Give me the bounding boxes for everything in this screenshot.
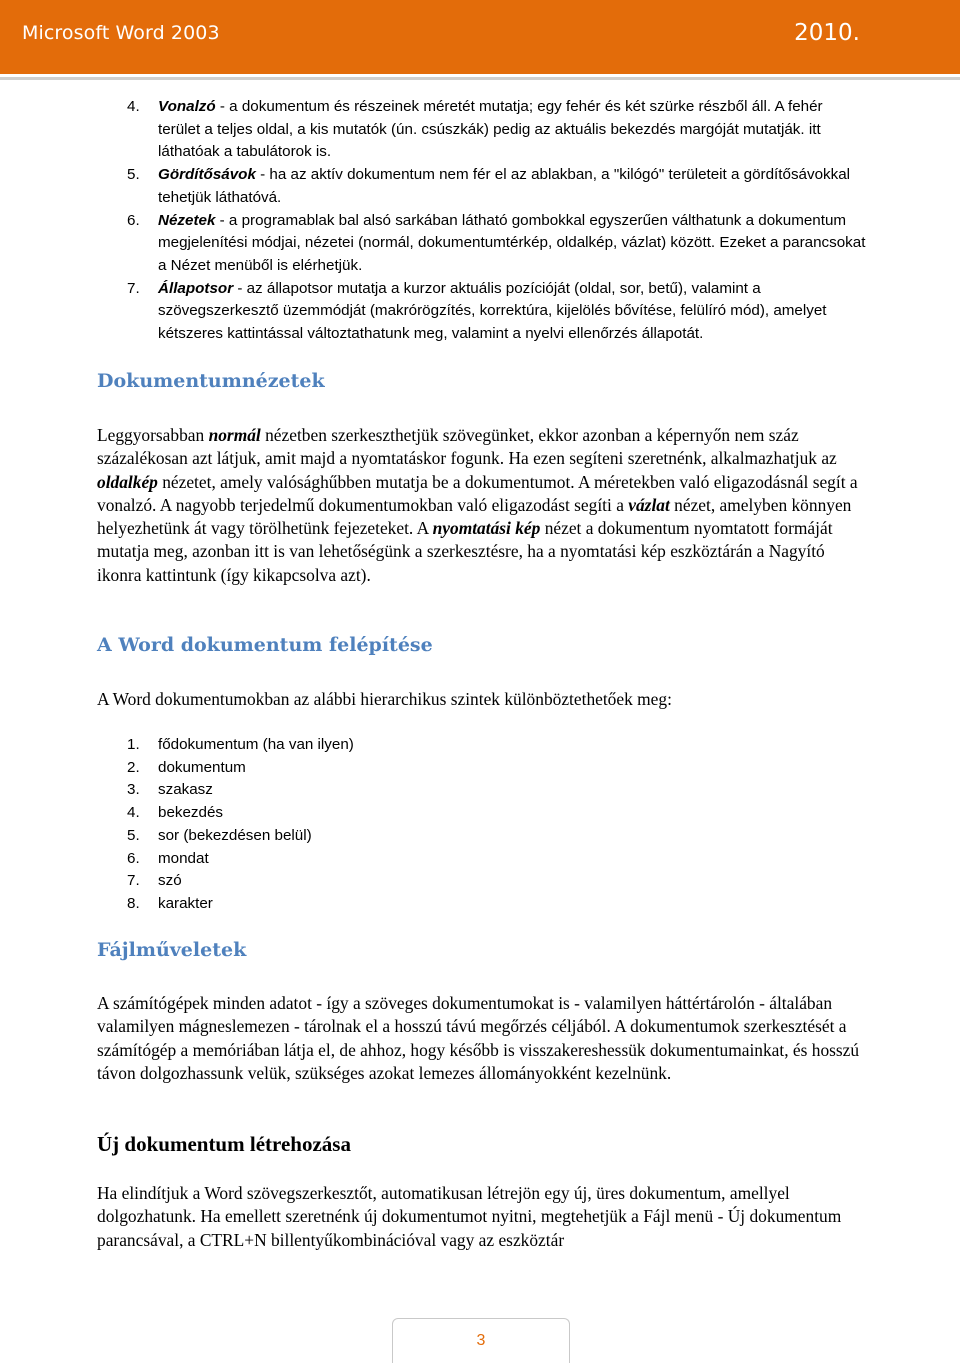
hierarchy-item-number: 7. <box>127 872 140 890</box>
section-paragraph-views <box>97 424 867 587</box>
hierarchy-item-number: 3. <box>127 781 140 799</box>
list-item <box>97 96 867 164</box>
hierarchy-item-label: szó <box>158 872 182 890</box>
section-paragraph-new-document: Ha elindítjuk a Word szövegszerkesztőt, automatikusan létrejön egy új, üres dokumentum, amellyel dolgozhatunk. Ha emellett szeretnénk új dokumentumot nyitni, megtehetjük a Fájl menü - Új dokumentum parancsával, a CTRL+N billentyűkombinációval vagy az eszköztár <box>97 1183 842 1250</box>
list-item-term: Nézetek <box>158 211 216 229</box>
page-header <box>0 0 960 77</box>
hierarchy-item-label: mondat <box>158 849 209 867</box>
hierarchy-item-label: bekezdés <box>158 804 224 822</box>
hierarchy-item <box>97 734 697 757</box>
hierarchy-item-label: fődokumentum (ha van ilyen) <box>158 736 354 753</box>
header-title: Microsoft Word 2003 <box>22 22 220 44</box>
hierarchy-item-label: szakasz <box>158 781 213 799</box>
header-year: 2010. <box>794 20 860 46</box>
list-item-number: 4. <box>127 98 140 115</box>
hierarchy-item <box>97 848 697 871</box>
list-item-number: 5. <box>127 166 140 184</box>
list-item-term: Állapotsor <box>158 279 234 297</box>
list-item <box>97 210 867 278</box>
hierarchy-item <box>97 802 697 825</box>
emphasized-term: nyomtatási kép <box>432 518 541 539</box>
section-paragraph-file-operations: A számítógépek minden adatot - így a szöveges dokumentumokat is - valamilyen háttértárolón - általában valamilyen mágneslemezen - tárolnak el a hosszú távú megőrzés céljából. A dokumentumok szerkesztését a számítógép a memóriában látja el, de ahhoz, hogy később is visszakereshessük dokumentumainkat, és hosszú távon dolgozhassunk velük, szükséges azokat lemezes állományokként kezelnünk. <box>97 993 860 1083</box>
hierarchy-item <box>97 757 697 780</box>
section-heading-file-operations: Fájlműveletek <box>97 939 247 961</box>
list-item <box>97 164 867 209</box>
text-run: Leggyorsabban <box>97 425 209 445</box>
hierarchy-item-number: 1. <box>127 736 140 753</box>
numbered-list-hierarchy <box>97 734 697 916</box>
emphasized-run <box>97 472 158 492</box>
section-heading-dokumentumnezetek: Dokumentumnézetek <box>97 370 325 392</box>
list-item-number: 6. <box>127 211 140 229</box>
hierarchy-item-label: sor (bekezdésen belül) <box>158 826 312 844</box>
emphasized-term: vázlat <box>628 494 670 515</box>
list-item-text: - a programablak bal alsó sarkában látható gombokkal egyszerűen válthatunk a dokumentum megjelenítési módjai, nézetei (normál, dokumentumtérkép, oldalkép, vázlat) között. Ezeket a parancsokat a Nézet menüből is elérhetjük. <box>158 211 866 274</box>
emphasized-term: normál <box>208 425 261 445</box>
emphasized-run <box>433 518 541 538</box>
hierarchy-item-label: karakter <box>158 894 213 912</box>
page-number: 3 <box>392 1318 570 1363</box>
hierarchy-item-number: 6. <box>127 849 140 867</box>
hierarchy-item-number: 5. <box>127 826 140 844</box>
hierarchy-item <box>97 825 697 848</box>
list-item-term: Gördítősávok <box>158 166 256 184</box>
section-heading-word-structure: A Word dokumentum felépítése <box>97 634 433 656</box>
emphasized-term: oldalkép <box>97 471 158 492</box>
section-intro: A Word dokumentumokban az alábbi hierarchikus szintek különböztethetőek meg: <box>97 689 672 709</box>
list-item-term: Vonalzó <box>158 98 216 115</box>
text-run: nézet, amelyben könnyen helyezhetünk át vagy törölhetünk fejezeteket. A <box>97 494 852 539</box>
list-item-text: - ha az aktív dokumentum nem fér el az ablakban, a "kilógó" területeit a gördítősávokkal tehetjük láthatóvá. <box>158 166 851 206</box>
text-run: nézet a dokumentum nyomtatott formáját mutatja meg, azonban itt is van lehetőségünk a szerkesztésre, ha a nyomtatási kép eszköztárán a Nagyító ikonra kattintunk (így kikapcsolva azt). <box>97 518 833 585</box>
text-run: nézetet, amely valósághűbben mutatja be a dokumentumot. A méretekben való eligazodásnál segít a vonalzó. A nagyobb terjedelmű dokumentumokban való eligazodást segíti a <box>97 471 858 515</box>
list-item-text: - a dokumentum és részeinek méretét mutatja; egy fehér és két szürke részből áll. A fehér terület a teljes oldal, a kis mutatók (ún. csúszkák) pedig az aktuális bekezdés margóját mutatják. itt láthatóak a tabulátorok is. <box>158 98 823 161</box>
hierarchy-item-number: 8. <box>127 894 140 912</box>
hierarchy-item <box>97 870 697 893</box>
list-item <box>97 278 867 346</box>
emphasized-run <box>628 495 670 515</box>
text-run: nézetben szerkeszthetjük szövegünket, ekkor azonban a képernyőn nem száz százalékosan azt látjuk, amit majd a nyomtatáskor fogunk. Ha ezen segíteni szeretnénk, alkalmazhatjuk az <box>97 425 837 469</box>
list-item-text: - az állapotsor mutatja a kurzor aktuális pozícióját (oldal, sor, betű), valamint a szövegszerkesztő üzemmódját (makrórögzítés, korrektúra, kijelölés bővítése, felülíró mód), amelyet kétszeres kattintással változtathatunk meg, valamint a nyelvi ellenőrzés állapotát. <box>158 279 827 343</box>
hierarchy-item-label: dokumentum <box>158 758 246 776</box>
emphasized-run <box>209 425 261 445</box>
list-item-number: 7. <box>127 279 140 297</box>
hierarchy-item-number: 4. <box>127 804 140 822</box>
numbered-list-interface-elements <box>97 96 867 346</box>
hierarchy-item <box>97 779 697 802</box>
section-heading-new-document: Új dokumentum létrehozása <box>97 1132 351 1156</box>
hierarchy-item <box>97 893 697 916</box>
hierarchy-item-number: 2. <box>127 758 140 776</box>
